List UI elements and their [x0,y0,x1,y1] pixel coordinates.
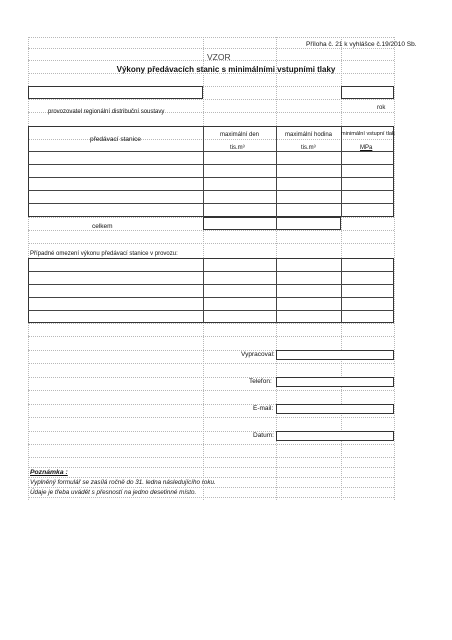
grid-line [28,243,394,244]
grid-line [28,417,394,418]
prepared-by-label: Vypracoval: [241,351,275,358]
station-table-col-divider [276,126,277,217]
grid-line [28,230,394,231]
grid-line [28,497,394,498]
station-table-row-divider [28,177,394,178]
operator-input[interactable] [28,86,203,99]
grid-line [28,477,394,478]
total-row-divider [276,217,277,230]
station-table-row-divider [28,203,394,204]
total-row [203,217,341,230]
grid-line [28,336,394,337]
year-label: rok [377,105,386,111]
grid-line [394,37,395,500]
station-table-col-divider [203,126,204,217]
station-table-row-divider [28,164,394,165]
grid-line [28,37,394,38]
date-label: Datum: [253,432,274,439]
form-title: Výkony předávacích stanic s minimálními vstupními tlaky [116,65,336,74]
note-line-2: Údaje je třeba uvádět s přesností na jedno desetinné místo. [30,489,197,496]
max-hour-header: maximální hodina [284,132,333,138]
note-heading: Poznámka : [30,469,68,476]
min-pressure-header: minimální vstupní tlak [341,131,395,137]
station-table-row-divider [28,190,394,191]
restrictions-col-divider [341,258,342,323]
year-input[interactable] [341,86,394,99]
restrictions-row-divider [28,284,394,285]
date-input[interactable] [276,431,394,441]
restrictions-table [28,258,394,323]
restrictions-col-divider [203,258,204,323]
email-input[interactable] [276,404,394,414]
email-label: E-mail: [253,405,274,412]
restrictions-col-divider [276,258,277,323]
grid-line [28,444,394,445]
grid-line [28,99,394,100]
prepared-by-input[interactable] [276,350,394,360]
restrictions-row-divider [28,310,394,311]
station-table-col-divider [341,126,342,217]
grid-line [28,457,394,458]
restrictions-label: Případné omezení výkonu předávací stanice v provozu: [30,251,178,257]
note-line-1: Vyplněný formulář se zasílá ročně do 31. ledna následujícího roku. [30,479,216,486]
attachment-reference: Příloha č. 21 k vyhlášce č.19/2010 Sb. [306,41,417,48]
grid-line [28,323,394,324]
max-day-header: maximální den [219,132,260,138]
grid-line [28,467,394,468]
grid-line [28,363,394,364]
restrictions-row-divider [28,297,394,298]
station-table-header-divider [28,151,394,152]
max-hour-unit: tis.m³ [301,145,316,151]
max-day-unit: tis.m³ [230,145,245,151]
vzor-label: VZOR [207,52,231,62]
pressure-unit: MPa [360,145,373,151]
grid-line [28,487,394,488]
phone-input[interactable] [276,377,394,387]
grid-line [28,390,394,391]
phone-label: Telefon: [249,378,272,385]
restrictions-row-divider [28,271,394,272]
station-header: předávací stanice [90,136,141,143]
operator-label: provozovatel regionální distribuční soustavy [48,109,165,115]
total-label: celkem [92,223,113,230]
